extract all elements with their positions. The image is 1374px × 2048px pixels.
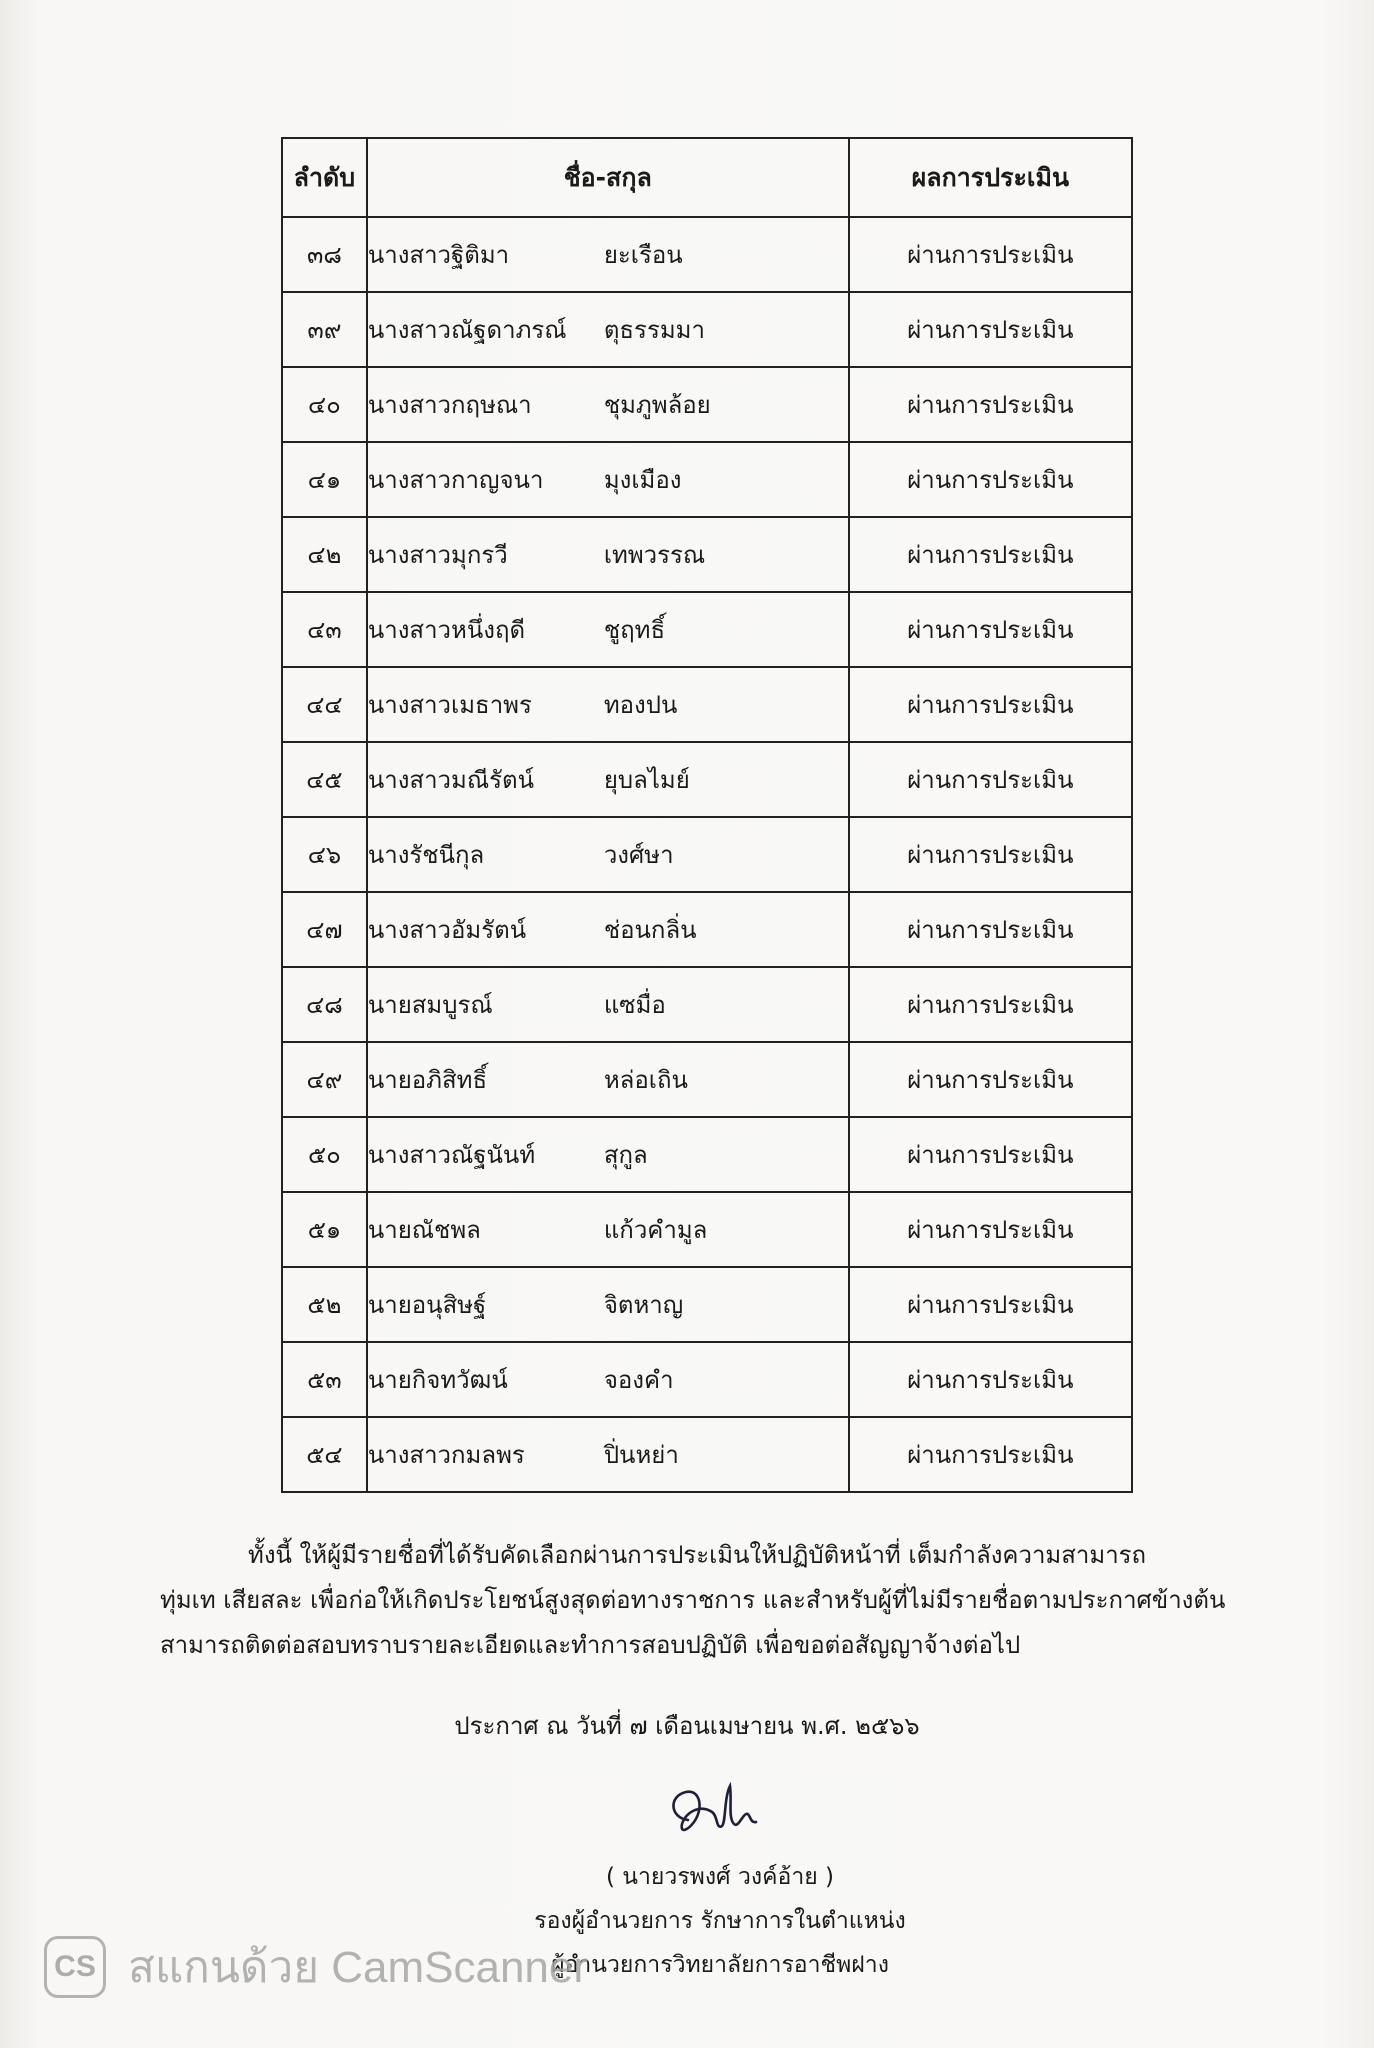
row-number: ๓๙ bbox=[282, 292, 367, 367]
row-first-name: นางสาวเมธาพร bbox=[367, 691, 532, 719]
table-row bbox=[282, 1117, 1132, 1192]
row-first-name: นางสาวอัมรัตน์ bbox=[367, 916, 527, 944]
row-number: ๔๗ bbox=[282, 892, 367, 967]
row-number: ๔๘ bbox=[282, 967, 367, 1042]
row-last-name: วงศ์ษา bbox=[603, 841, 674, 869]
row-result: ผ่านการประเมิน bbox=[849, 1117, 1132, 1192]
row-number: ๕๑ bbox=[282, 1192, 367, 1267]
row-last-name: ทองปน bbox=[603, 691, 678, 719]
signer-name: ( นายวรพงศ์ วงค์อ้าย ) bbox=[606, 1864, 834, 1890]
table-header-row bbox=[282, 138, 1132, 217]
row-last-name: ยะเรือน bbox=[603, 241, 683, 269]
row-result: ผ่านการประเมิน bbox=[849, 442, 1132, 517]
row-fullname bbox=[367, 1192, 849, 1267]
row-fullname bbox=[367, 817, 849, 892]
table-row bbox=[282, 442, 1132, 517]
row-first-name: นางสาวกฤษณา bbox=[367, 391, 532, 419]
row-result: ผ่านการประเมิน bbox=[849, 742, 1132, 817]
row-fullname bbox=[367, 517, 849, 592]
table-row bbox=[282, 967, 1132, 1042]
row-last-name: แก้วคำมูล bbox=[603, 1216, 708, 1244]
row-result: ผ่านการประเมิน bbox=[849, 967, 1132, 1042]
row-fullname bbox=[367, 1042, 849, 1117]
watermark-text: สแกนด้วย CamScanner bbox=[128, 1943, 589, 1992]
row-first-name: นางสาวมุกรวี bbox=[367, 541, 508, 569]
row-fullname bbox=[367, 667, 849, 742]
camscanner-logo-icon: CS bbox=[44, 1936, 106, 1998]
row-number: ๕๒ bbox=[282, 1267, 367, 1342]
row-first-name: นางสาวณัฐนันท์ bbox=[367, 1141, 536, 1169]
row-first-name: นายอภิสิทธิ์ bbox=[367, 1066, 488, 1094]
row-fullname bbox=[367, 592, 849, 667]
row-result: ผ่านการประเมิน bbox=[849, 667, 1132, 742]
camscanner-watermark bbox=[44, 1932, 588, 2002]
row-first-name: นายสมบูรณ์ bbox=[367, 991, 493, 1019]
row-last-name: เทพวรรณ bbox=[603, 541, 706, 569]
row-number: ๔๖ bbox=[282, 817, 367, 892]
row-last-name: จิตหาญ bbox=[603, 1291, 684, 1319]
row-last-name: ช่อนกลิ่น bbox=[603, 916, 697, 944]
closing-paragraph bbox=[160, 1533, 1240, 1668]
paragraph-line-1: ทั้งนี้ ให้ผู้มีรายชื่อที่ได้รับคัดเลือกผ่านการประเมินให้ปฏิบัติหน้าที่ เต็มกำลังความสามารถ bbox=[248, 1541, 1147, 1569]
row-last-name: แซมื่อ bbox=[603, 991, 666, 1019]
row-number: ๔๙ bbox=[282, 1042, 367, 1117]
row-fullname bbox=[367, 1417, 849, 1492]
row-result: ผ่านการประเมิน bbox=[849, 292, 1132, 367]
row-number: ๔๓ bbox=[282, 592, 367, 667]
table-row bbox=[282, 1417, 1132, 1492]
table-row bbox=[282, 1267, 1132, 1342]
row-number: ๔๑ bbox=[282, 442, 367, 517]
row-result: ผ่านการประเมิน bbox=[849, 1417, 1132, 1492]
row-last-name: ชุมภูพล้อย bbox=[603, 391, 711, 419]
header-name: ชื่อ-สกุล bbox=[367, 138, 849, 217]
row-last-name: จองคำ bbox=[603, 1366, 674, 1394]
row-first-name: นายณัชพล bbox=[367, 1216, 481, 1244]
row-fullname bbox=[367, 1117, 849, 1192]
signer-position: รองผู้อำนวยการ รักษาการในตำแหน่ง bbox=[534, 1908, 906, 1934]
row-number: ๔๐ bbox=[282, 367, 367, 442]
row-fullname bbox=[367, 292, 849, 367]
row-first-name: นางสาวกมลพร bbox=[367, 1441, 525, 1469]
row-last-name: ยุบลไมย์ bbox=[603, 766, 690, 794]
row-result: ผ่านการประเมิน bbox=[849, 517, 1132, 592]
row-last-name: สุกูล bbox=[603, 1141, 648, 1169]
table-body bbox=[282, 217, 1132, 1492]
table-row bbox=[282, 742, 1132, 817]
table-row bbox=[282, 892, 1132, 967]
row-result: ผ่านการประเมิน bbox=[849, 1267, 1132, 1342]
table-row bbox=[282, 667, 1132, 742]
row-number: ๕๓ bbox=[282, 1342, 367, 1417]
row-fullname bbox=[367, 1267, 849, 1342]
header-result: ผลการประเมิน bbox=[849, 138, 1132, 217]
row-first-name: นายกิจทวัฒน์ bbox=[367, 1366, 508, 1394]
row-number: ๔๕ bbox=[282, 742, 367, 817]
row-fullname bbox=[367, 892, 849, 967]
row-result: ผ่านการประเมิน bbox=[849, 1342, 1132, 1417]
row-last-name: ตุธรรมมา bbox=[603, 316, 705, 344]
row-first-name: นางรัชนีกุล bbox=[367, 841, 485, 869]
row-number: ๓๘ bbox=[282, 217, 367, 292]
row-fullname bbox=[367, 217, 849, 292]
table-row bbox=[282, 1042, 1132, 1117]
table-row bbox=[282, 217, 1132, 292]
row-last-name: หล่อเถิน bbox=[603, 1066, 688, 1094]
paragraph-line-3: สามารถติดต่อสอบทราบรายละเอียดและทำการสอบปฏิบัติ เพื่อขอต่อสัญญาจ้างต่อไป bbox=[160, 1631, 1021, 1659]
row-fullname bbox=[367, 1342, 849, 1417]
row-number: ๕๐ bbox=[282, 1117, 367, 1192]
header-no: ลำดับ bbox=[282, 138, 367, 217]
results-table bbox=[281, 137, 1133, 1493]
row-fullname bbox=[367, 742, 849, 817]
row-result: ผ่านการประเมิน bbox=[849, 592, 1132, 667]
row-first-name: นางสาวณัฐดาภรณ์ bbox=[367, 316, 567, 344]
row-first-name: นางสาวกาญจนา bbox=[367, 466, 544, 494]
row-fullname bbox=[367, 442, 849, 517]
table-row bbox=[282, 1342, 1132, 1417]
row-last-name: ปิ่นหย่า bbox=[603, 1441, 679, 1469]
row-number: ๔๒ bbox=[282, 517, 367, 592]
row-last-name: มุงเมือง bbox=[603, 466, 682, 494]
table-row bbox=[282, 817, 1132, 892]
row-result: ผ่านการประเมิน bbox=[849, 1192, 1132, 1267]
row-number: ๕๔ bbox=[282, 1417, 367, 1492]
row-result: ผ่านการประเมิน bbox=[849, 1042, 1132, 1117]
table-row bbox=[282, 592, 1132, 667]
row-result: ผ่านการประเมิน bbox=[849, 367, 1132, 442]
row-number: ๔๔ bbox=[282, 667, 367, 742]
table-row bbox=[282, 367, 1132, 442]
row-last-name: ชูฤทธิ์ bbox=[603, 616, 666, 644]
row-first-name: นายอนุสิษฐ์ bbox=[367, 1291, 487, 1319]
row-result: ผ่านการประเมิน bbox=[849, 217, 1132, 292]
table-row bbox=[282, 517, 1132, 592]
table-row bbox=[282, 1192, 1132, 1267]
row-result: ผ่านการประเมิน bbox=[849, 892, 1132, 967]
row-result: ผ่านการประเมิน bbox=[849, 817, 1132, 892]
signer-office: ผู้อำนวยการวิทยาลัยการอาชีพฝาง bbox=[551, 1952, 889, 1978]
handwritten-signature bbox=[660, 1778, 770, 1848]
row-fullname bbox=[367, 367, 849, 442]
table-row bbox=[282, 292, 1132, 367]
announcement-date: ประกาศ ณ วันที่ ๗ เดือนเมษายน พ.ศ. ๒๕๖๖ bbox=[454, 1712, 920, 1740]
row-fullname bbox=[367, 967, 849, 1042]
row-first-name: นางสาวหนึ่งฤดี bbox=[367, 616, 526, 644]
row-first-name: นางสาวฐิติมา bbox=[367, 241, 510, 269]
paragraph-line-2: ทุ่มเท เสียสละ เพื่อก่อให้เกิดประโยชน์สูงสุดต่อทางราชการ และสำหรับผู้ที่ไม่มีรายชื่อตามประกาศข้างต้น bbox=[160, 1586, 1226, 1614]
row-first-name: นางสาวมณีรัตน์ bbox=[367, 766, 534, 794]
